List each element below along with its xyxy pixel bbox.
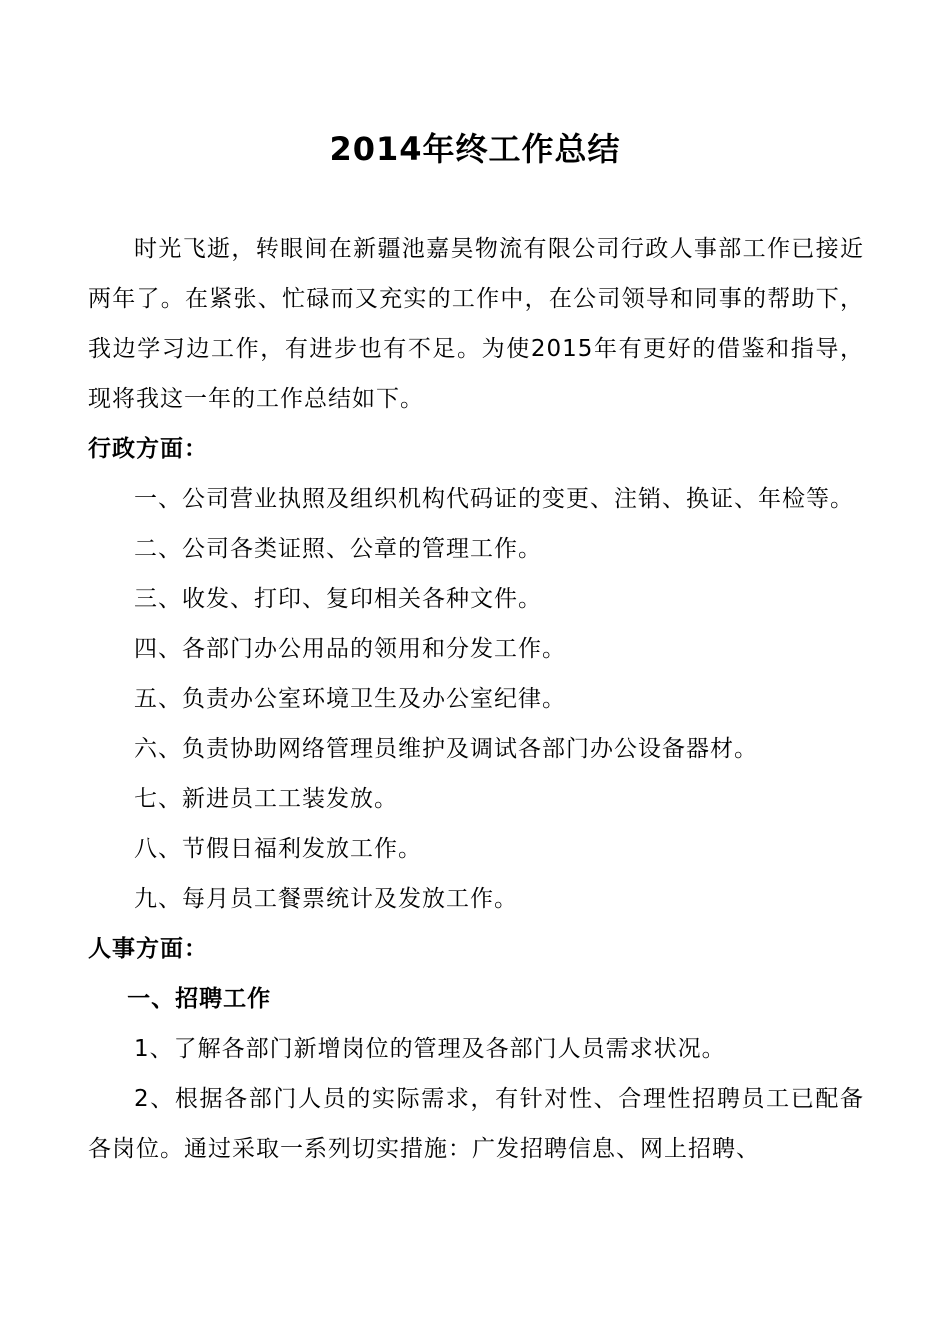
admin-item: 八、节假日福利发放工作。 [134,836,422,862]
admin-item: 九、每月员工餐票统计及发放工作。 [134,886,518,912]
document-body [88,224,864,1174]
admin-item: 五、负责办公室环境卫生及办公室纪律。 [134,686,566,712]
admin-item: 二、公司各类证照、公章的管理工作。 [134,536,542,562]
document-title: 2014年终工作总结 [329,130,621,168]
admin-item: 四、各部门办公用品的领用和分发工作。 [134,636,566,662]
hr-item: 1、了解各部门新增岗位的管理及各部门人员需求状况。 [134,1036,726,1062]
hr-section-heading: 人事方面： [88,936,208,962]
intro-paragraph: 时光飞逝，转眼间在新疆池嘉昊物流有限公司行政人事部工作已接近两年了。在紧张、忙碌而又充实的工作中，在公司领导和同事的帮助下，我边学习边工作，有进步也有不足。为使2015年有更好的借鉴和指导，现将我这一年的工作总结如下。 [88,236,864,412]
admin-item: 六、负责协助网络管理员维护及调试各部门办公设备器材。 [134,736,758,762]
admin-item: 七、新进员工工装发放。 [134,786,398,812]
admin-item: 三、收发、打印、复印相关各种文件。 [134,586,542,612]
hr-sub-heading: 一、招聘工作 [127,986,272,1012]
admin-item: 一、公司营业执照及组织机构代码证的变更、注销、换证、年检等。 [134,486,854,512]
hr-item: 2、根据各部门人员的实际需求，有针对性、合理性招聘员工已配备各岗位。通过采取一系列切实措施：广发招聘信息、网上招聘、 [88,1086,864,1162]
admin-section-heading: 行政方面： [88,436,208,462]
